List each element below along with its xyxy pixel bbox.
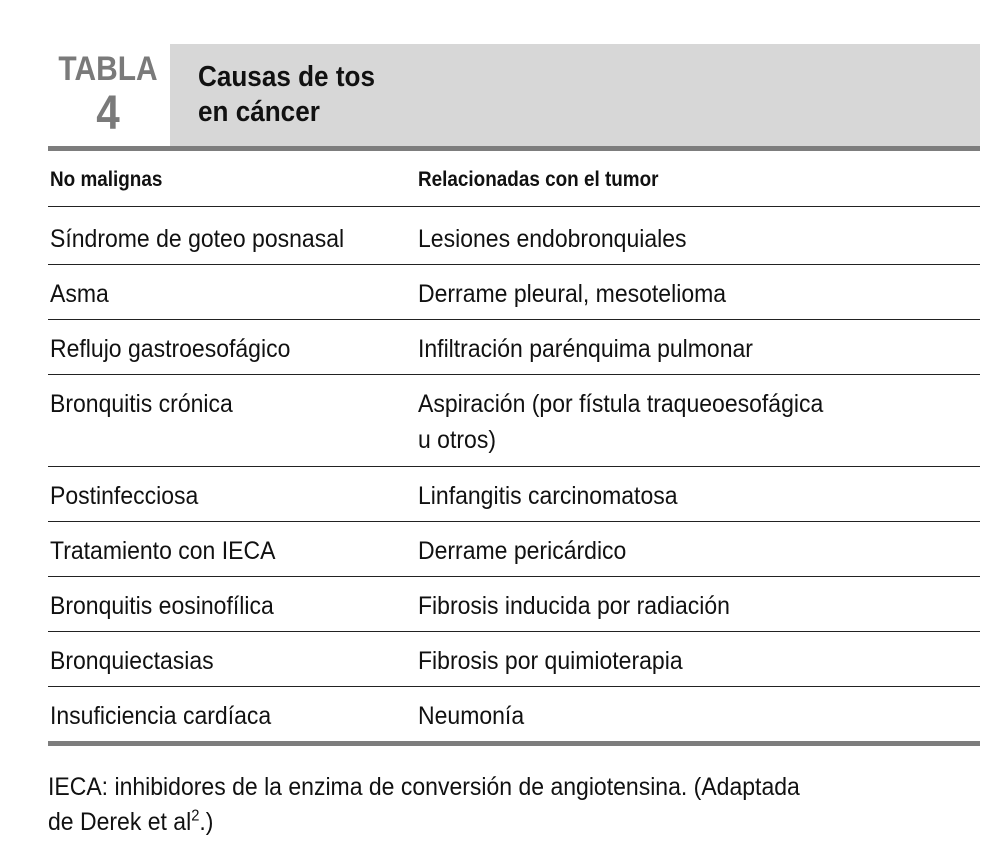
row-divider: [48, 264, 980, 265]
row-divider: [48, 521, 980, 522]
row-divider: [48, 631, 980, 632]
table-title-band: [170, 44, 980, 146]
table-cell-col2-continuation: u otros): [418, 426, 496, 454]
table-cell-col1: Bronquitis crónica: [50, 390, 233, 418]
column-header-relacionadas: Relacionadas con el tumor: [418, 168, 659, 191]
table-cell-col1: Tratamiento con IECA: [50, 537, 276, 565]
header-divider: [48, 206, 980, 207]
table-title: [198, 60, 375, 130]
table-cell-col2: Lesiones endobronquiales: [418, 225, 687, 253]
row-divider: [48, 319, 980, 320]
footnote-reference-number: 2: [191, 807, 200, 825]
table-label-word: TABLA: [58, 50, 158, 88]
table-title-line-1: Causas de tos: [198, 61, 375, 93]
table-cell-col1: Bronquitis eosinofílica: [50, 592, 274, 620]
row-divider: [48, 686, 980, 687]
footnote-citation-end: .): [199, 808, 214, 836]
table-cell-col2: Linfangitis carcinomatosa: [418, 482, 678, 510]
table-bottom-rule: [48, 741, 980, 746]
table-cell-col2: Fibrosis por quimioterapia: [418, 647, 683, 675]
table-cell-col2: Infiltración parénquima pulmonar: [418, 335, 753, 363]
table-cell-col2: Derrame pericárdico: [418, 537, 627, 565]
row-divider: [48, 374, 980, 375]
table-cell-col1: Reflujo gastroesofágico: [50, 335, 291, 363]
footnote-line-1: IECA: inhibidores de la enzima de conversión de angiotensina. (Adaptada: [48, 773, 800, 801]
table-cell-col1: Asma: [50, 280, 109, 308]
footnote-line-2: [48, 805, 931, 840]
table-label: [48, 46, 168, 146]
table-cell-col2: Aspiración (por fístula traqueoesofágica: [418, 390, 824, 418]
table-title-line-2: en cáncer: [198, 96, 320, 128]
footnote-citation-text: de Derek et al: [48, 808, 192, 836]
table-cell-col1: Insuficiencia cardíaca: [50, 702, 272, 730]
table-footnote: [48, 770, 931, 840]
table-label-number: 4: [96, 87, 120, 140]
table-cell-col1: Síndrome de goteo posnasal: [50, 225, 345, 253]
table-cell-col1: Postinfecciosa: [50, 482, 199, 510]
column-header-no-malignas: No malignas: [50, 168, 163, 191]
table-cell-col1: Bronquiectasias: [50, 647, 214, 675]
table-top-rule: [48, 146, 980, 151]
table-cell-col2: Fibrosis inducida por radiación: [418, 592, 730, 620]
table-cell-col2: Neumonía: [418, 702, 525, 730]
row-divider: [48, 576, 980, 577]
row-divider: [48, 466, 980, 467]
table-cell-col2: Derrame pleural, mesotelioma: [418, 280, 727, 308]
